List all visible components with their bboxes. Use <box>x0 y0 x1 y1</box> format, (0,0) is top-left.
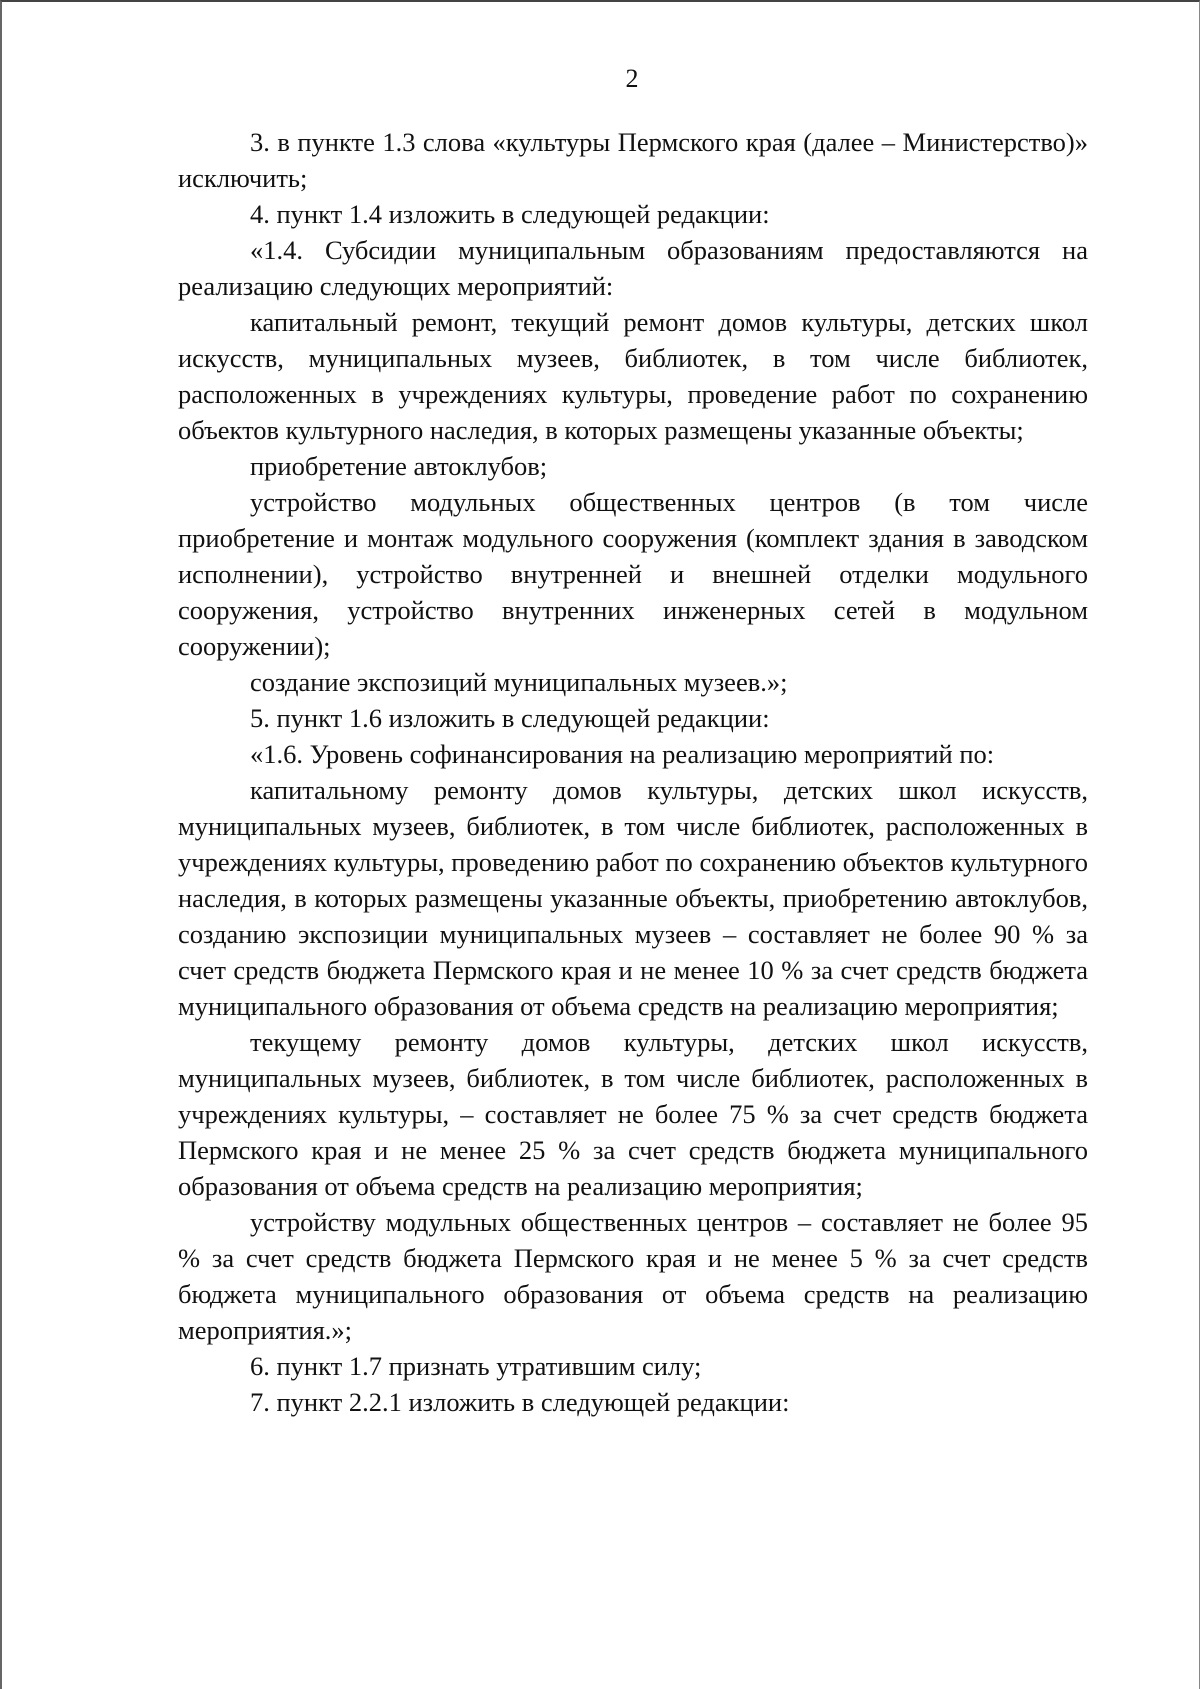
paragraph: устройство модульных общественных центров (в том числе приобретение и монтаж модульного сооружения (комплект здания в заводском исполнении), устройство внутренней и внешней отделки модульного сооружения, устройство внутренних инженерных сетей в модульном сооружении); <box>178 487 1088 661</box>
document-body <box>178 124 1088 1420</box>
paragraph: текущему ремонту домов культуры, детских школ искусств, муниципальных музеев, библиотек, в том числе библиотек, расположенных в учреждениях культуры, – составляет не более 75 % за счет средств бюджета Пермского края и не менее 25 % за счет средств бюджета муниципального образования от объема средств на реализацию мероприятия; <box>178 1027 1088 1201</box>
paragraph: 5. пункт 1.6 изложить в следующей редакции: <box>250 703 770 733</box>
paragraph: «1.4. Субсидии муниципальным образованиям предоставляются на реализацию следующих мероприятий: <box>178 235 1088 301</box>
paragraph: 7. пункт 2.2.1 изложить в следующей редакции: <box>250 1387 790 1417</box>
paragraph: создание экспозиций муниципальных музеев.»; <box>250 667 788 697</box>
paragraph: 4. пункт 1.4 изложить в следующей редакции: <box>250 199 770 229</box>
paragraph: 6. пункт 1.7 признать утратившим силу; <box>250 1351 702 1381</box>
paragraph: приобретение автоклубов; <box>250 451 548 481</box>
page-number: 2 <box>625 64 639 93</box>
paragraph: «1.6. Уровень софинансирования на реализацию мероприятий по: <box>250 739 995 769</box>
paragraph: капитальный ремонт, текущий ремонт домов культуры, детских школ искусств, муниципальных музеев, библиотек, в том числе библиотек, расположенных в учреждениях культуры, проведение работ по сохранению объектов культурного наследия, в которых размещены указанные объекты; <box>178 307 1088 445</box>
paragraph: капитальному ремонту домов культуры, детских школ искусств, муниципальных музеев, библиотек, в том числе библиотек, расположенных в учреждениях культуры, проведению работ по сохранению объектов культурного наследия, в которых размещены указанные объекты, приобретению автоклубов, созданию экспозиции муниципальных музеев – составляет не более 90 % за счет средств бюджета Пермского края и не менее 10 % за счет средств бюджета муниципального образования от объема средств на реализацию мероприятия; <box>178 775 1088 1021</box>
paragraph: устройству модульных общественных центров – составляет не более 95 % за счет средств бюджета Пермского края и не менее 5 % за счет средств бюджета муниципального образования от объема средств на реализацию мероприятия.»; <box>178 1207 1088 1345</box>
paragraph: 3. в пункте 1.3 слова «культуры Пермского края (далее – Министерство)» исключить; <box>178 127 1088 193</box>
